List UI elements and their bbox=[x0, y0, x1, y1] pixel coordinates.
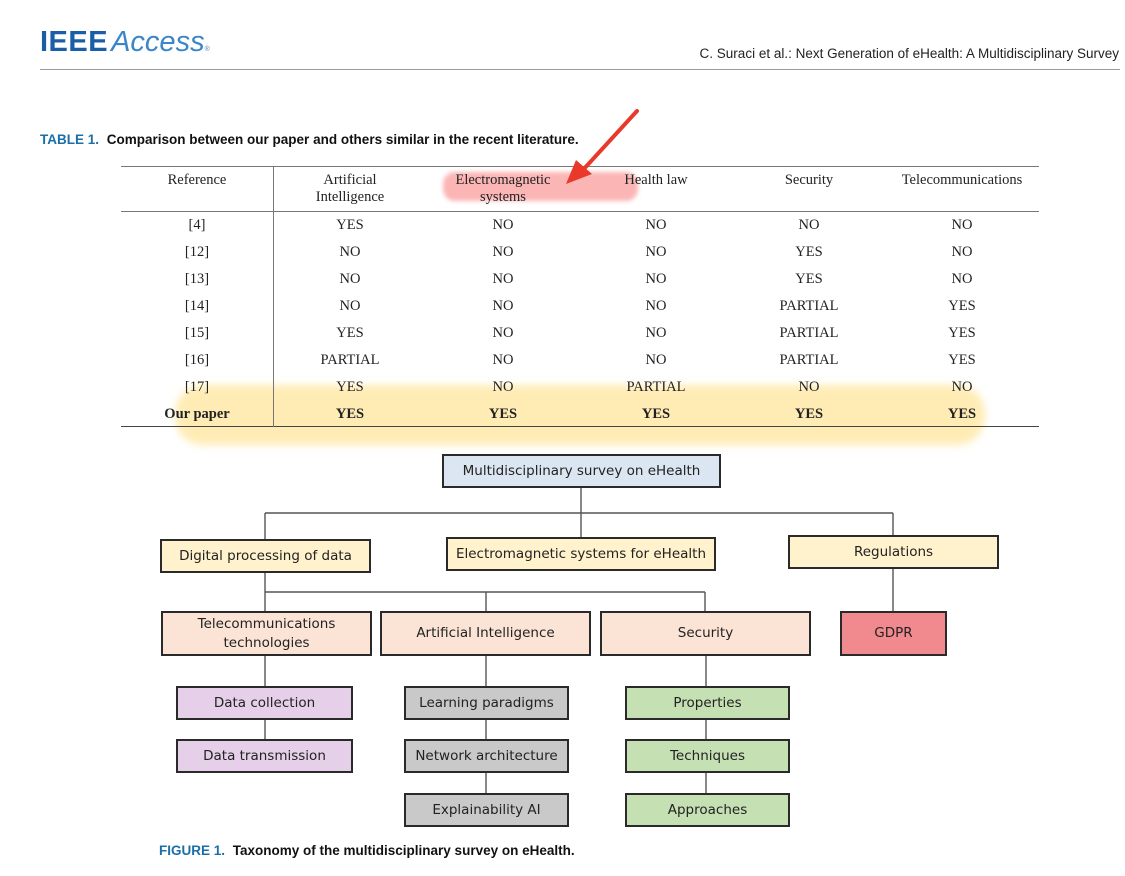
table-cell: [12] bbox=[184, 244, 210, 260]
artificial-intelligence-node: Artificial Intelligence bbox=[380, 611, 591, 656]
figure-caption-label: FIGURE 1. bbox=[159, 843, 226, 858]
table-cell: YES bbox=[948, 325, 976, 341]
table-cell: NO bbox=[798, 379, 820, 395]
table-cell: YES bbox=[795, 244, 823, 260]
table-cell: NO bbox=[492, 271, 514, 287]
regulations-node: Regulations bbox=[788, 535, 999, 569]
table-cell: [4] bbox=[188, 217, 206, 233]
figure-caption bbox=[159, 843, 575, 858]
table-cell: NO bbox=[492, 244, 514, 260]
table-cell: PARTIAL bbox=[626, 379, 686, 395]
properties-node: Properties bbox=[625, 686, 790, 720]
table-cell: [14] bbox=[184, 298, 210, 314]
table-cell: [16] bbox=[184, 352, 210, 368]
table-cell: NO bbox=[951, 244, 973, 260]
electromagnetic-systems-node: Electromagnetic systems for eHealth bbox=[446, 537, 716, 571]
table-cell: NO bbox=[645, 325, 667, 341]
digital-processing-node: Digital processing of data bbox=[160, 539, 371, 573]
table-cell: YES bbox=[336, 379, 364, 395]
approaches-node: Approaches bbox=[625, 793, 790, 827]
table-cell: YES bbox=[794, 406, 824, 422]
table-cell: [13] bbox=[184, 271, 210, 287]
table-cell: PARTIAL bbox=[779, 352, 839, 368]
figure-caption-text: Taxonomy of the multidisciplinary survey on eHealth. bbox=[232, 843, 575, 858]
data-collection-node: Data collection bbox=[176, 686, 353, 720]
table-cell: NO bbox=[492, 352, 514, 368]
table-cell: NO bbox=[339, 244, 361, 260]
table-header-line2: systems bbox=[480, 189, 526, 205]
table-cell: YES bbox=[488, 406, 518, 422]
table-cell: NO bbox=[492, 298, 514, 314]
table-cell: PARTIAL bbox=[320, 352, 380, 368]
explainability-ai-node: Explainability AI bbox=[404, 793, 569, 827]
table-caption-label: TABLE 1. bbox=[40, 132, 100, 147]
logo-trademark: ® bbox=[204, 46, 210, 53]
table-cell: NO bbox=[492, 217, 514, 233]
table-cell: NO bbox=[492, 325, 514, 341]
table-cell: NO bbox=[339, 271, 361, 287]
table-caption-text: Comparison between our paper and others similar in the recent literature. bbox=[106, 132, 579, 147]
telecom-technologies-line1: Telecommunications bbox=[197, 615, 336, 632]
table-header-line1: Health law bbox=[624, 172, 688, 188]
gdpr-node: GDPR bbox=[840, 611, 947, 656]
table-header-line1: Security bbox=[784, 172, 834, 188]
data-transmission-node: Data transmission bbox=[176, 739, 353, 773]
telecom-technologies-node bbox=[161, 611, 372, 656]
table-cell: [17] bbox=[184, 379, 210, 395]
table-header-line1: Reference bbox=[167, 172, 227, 188]
table-cell: YES bbox=[947, 406, 977, 422]
table-cell: [15] bbox=[184, 325, 210, 341]
table-cell: NO bbox=[645, 298, 667, 314]
table-cell: YES bbox=[948, 298, 976, 314]
security-node: Security bbox=[600, 611, 811, 656]
table-cell: YES bbox=[336, 217, 364, 233]
running-title: C. Suraci et al.: Next Generation of eHealth: A Multidisciplinary Survey bbox=[699, 46, 1119, 61]
logo-access-text: Access bbox=[111, 26, 205, 58]
table-cell: NO bbox=[645, 217, 667, 233]
table-header-line1: Electromagnetic bbox=[455, 172, 551, 188]
table-cell: NO bbox=[951, 217, 973, 233]
table-cell: PARTIAL bbox=[779, 325, 839, 341]
table-cell: PARTIAL bbox=[779, 298, 839, 314]
telecom-technologies-line2: technologies bbox=[223, 634, 310, 651]
table-header-line1: Telecommunications bbox=[901, 172, 1023, 188]
table-header-line1: Artificial bbox=[323, 172, 377, 188]
table-cell: NO bbox=[339, 298, 361, 314]
taxonomy-root-node: Multidisciplinary survey on eHealth bbox=[442, 454, 721, 488]
table-cell: NO bbox=[492, 379, 514, 395]
table-cell: NO bbox=[645, 271, 667, 287]
table-header-line2: Intelligence bbox=[315, 189, 385, 205]
table-cell: NO bbox=[798, 217, 820, 233]
table-cell: NO bbox=[645, 244, 667, 260]
table-cell: NO bbox=[645, 352, 667, 368]
table-cell: Our paper bbox=[164, 406, 230, 422]
techniques-node: Techniques bbox=[625, 739, 790, 773]
table-cell: YES bbox=[948, 352, 976, 368]
logo-ieee-text: IEEE bbox=[40, 26, 109, 58]
table-cell: NO bbox=[951, 271, 973, 287]
network-architecture-node: Network architecture bbox=[404, 739, 569, 773]
table-cell: YES bbox=[335, 406, 365, 422]
learning-paradigms-node: Learning paradigms bbox=[404, 686, 569, 720]
table-cell: YES bbox=[641, 406, 671, 422]
table-cell: NO bbox=[951, 379, 973, 395]
table-cell: YES bbox=[795, 271, 823, 287]
table-cell: YES bbox=[336, 325, 364, 341]
